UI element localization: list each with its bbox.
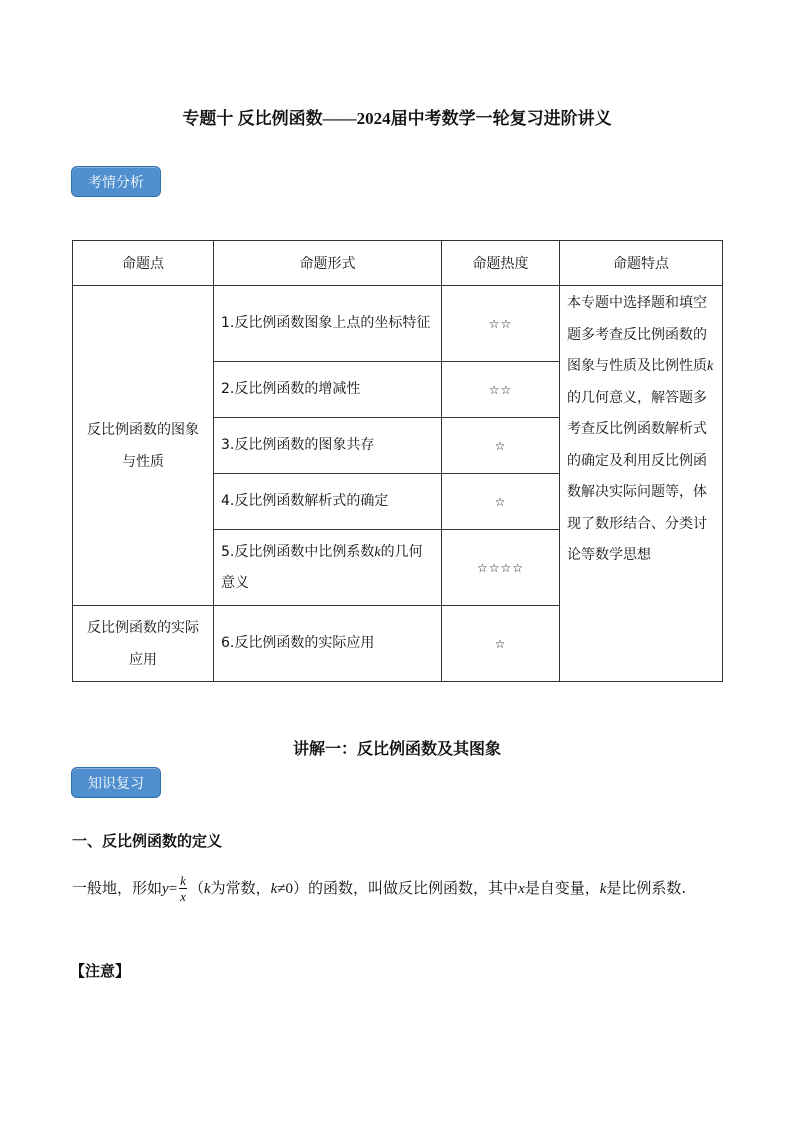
point-cell <box>73 286 214 606</box>
fraction-k-over-x <box>179 873 187 904</box>
var-k: k <box>270 881 278 897</box>
point-label-1: 反比例函数的图象与性质 <box>87 421 199 470</box>
heat-cell: ☆ <box>442 474 560 530</box>
form-text: 5.反比例函数中比例系数 <box>221 543 375 560</box>
def-text: 是比例系数. <box>606 879 687 897</box>
equals-sign: = <box>168 881 178 897</box>
feature-text: 本专题中选择题和填空题多考查反比例函数的图象与性质及比例性质 <box>567 295 707 374</box>
zero-value: 0 <box>285 881 294 897</box>
header-feature: 命题特点 <box>560 241 723 286</box>
def-text: 为常数， <box>210 879 271 897</box>
header-form: 命题形式 <box>214 241 442 286</box>
exam-analysis-table <box>72 240 723 682</box>
def-text: ）的函数，叫做反比例函数，其中 <box>293 879 519 897</box>
form-cell: 6.反比例函数的实际应用 <box>214 606 442 682</box>
page-title: 专题十 反比例函数——2024届中考数学一轮复习进阶讲义 <box>182 109 612 128</box>
var-k: k <box>599 881 607 897</box>
def-text: 一般地，形如 <box>72 879 163 897</box>
sub-title: 一、反比例函数的定义 <box>72 832 223 850</box>
def-text: （ <box>188 879 204 897</box>
form-cell: 4.反比例函数解析式的确定 <box>214 474 442 530</box>
var-y: y <box>162 881 169 897</box>
not-equal-sign: ≠ <box>277 881 286 897</box>
section-tag-knowledge-review: 知识复习 <box>71 767 161 798</box>
section-title: 讲解一：反比例函数及其图象 <box>292 739 501 758</box>
def-text: 是自变量， <box>524 879 600 897</box>
table-row <box>73 286 723 362</box>
note-label: 【注意】 <box>70 962 131 980</box>
header-point: 命题点 <box>73 241 214 286</box>
feature-cell <box>560 286 723 682</box>
point-label-2: 反比例函数的实际应用 <box>87 619 199 668</box>
var-k: k <box>203 881 211 897</box>
form-text-2: 的几何意义 <box>221 543 423 591</box>
form-cell: 1.反比例函数图象上点的坐标特征 <box>214 286 442 362</box>
point-cell <box>73 606 214 682</box>
heat-cell: ☆☆☆☆ <box>442 530 560 606</box>
form-cell: 2.反比例函数的增减性 <box>214 362 442 418</box>
form-cell <box>214 530 442 606</box>
heat-cell: ☆ <box>442 418 560 474</box>
feature-text-2: 的几何意义，解答题多考查反比例函数解析式的确定及利用反比例函数解决实际问题等，体现了数形结合、分类讨论等数学思想 <box>567 389 707 563</box>
fraction-numerator: k <box>180 873 186 888</box>
header-heat: 命题热度 <box>442 241 560 286</box>
heat-cell: ☆☆ <box>442 362 560 418</box>
table-header-row <box>73 241 723 286</box>
form-cell: 3.反比例函数的图象共存 <box>214 418 442 474</box>
definition-paragraph <box>72 868 724 909</box>
var-x: x <box>518 881 525 897</box>
feature-var: k <box>707 359 714 374</box>
heat-cell: ☆☆ <box>442 286 560 362</box>
section-tag-exam-analysis: 考情分析 <box>71 166 161 197</box>
heat-cell: ☆ <box>442 606 560 682</box>
form-var: k <box>374 544 381 560</box>
fraction-denominator: x <box>180 889 186 904</box>
